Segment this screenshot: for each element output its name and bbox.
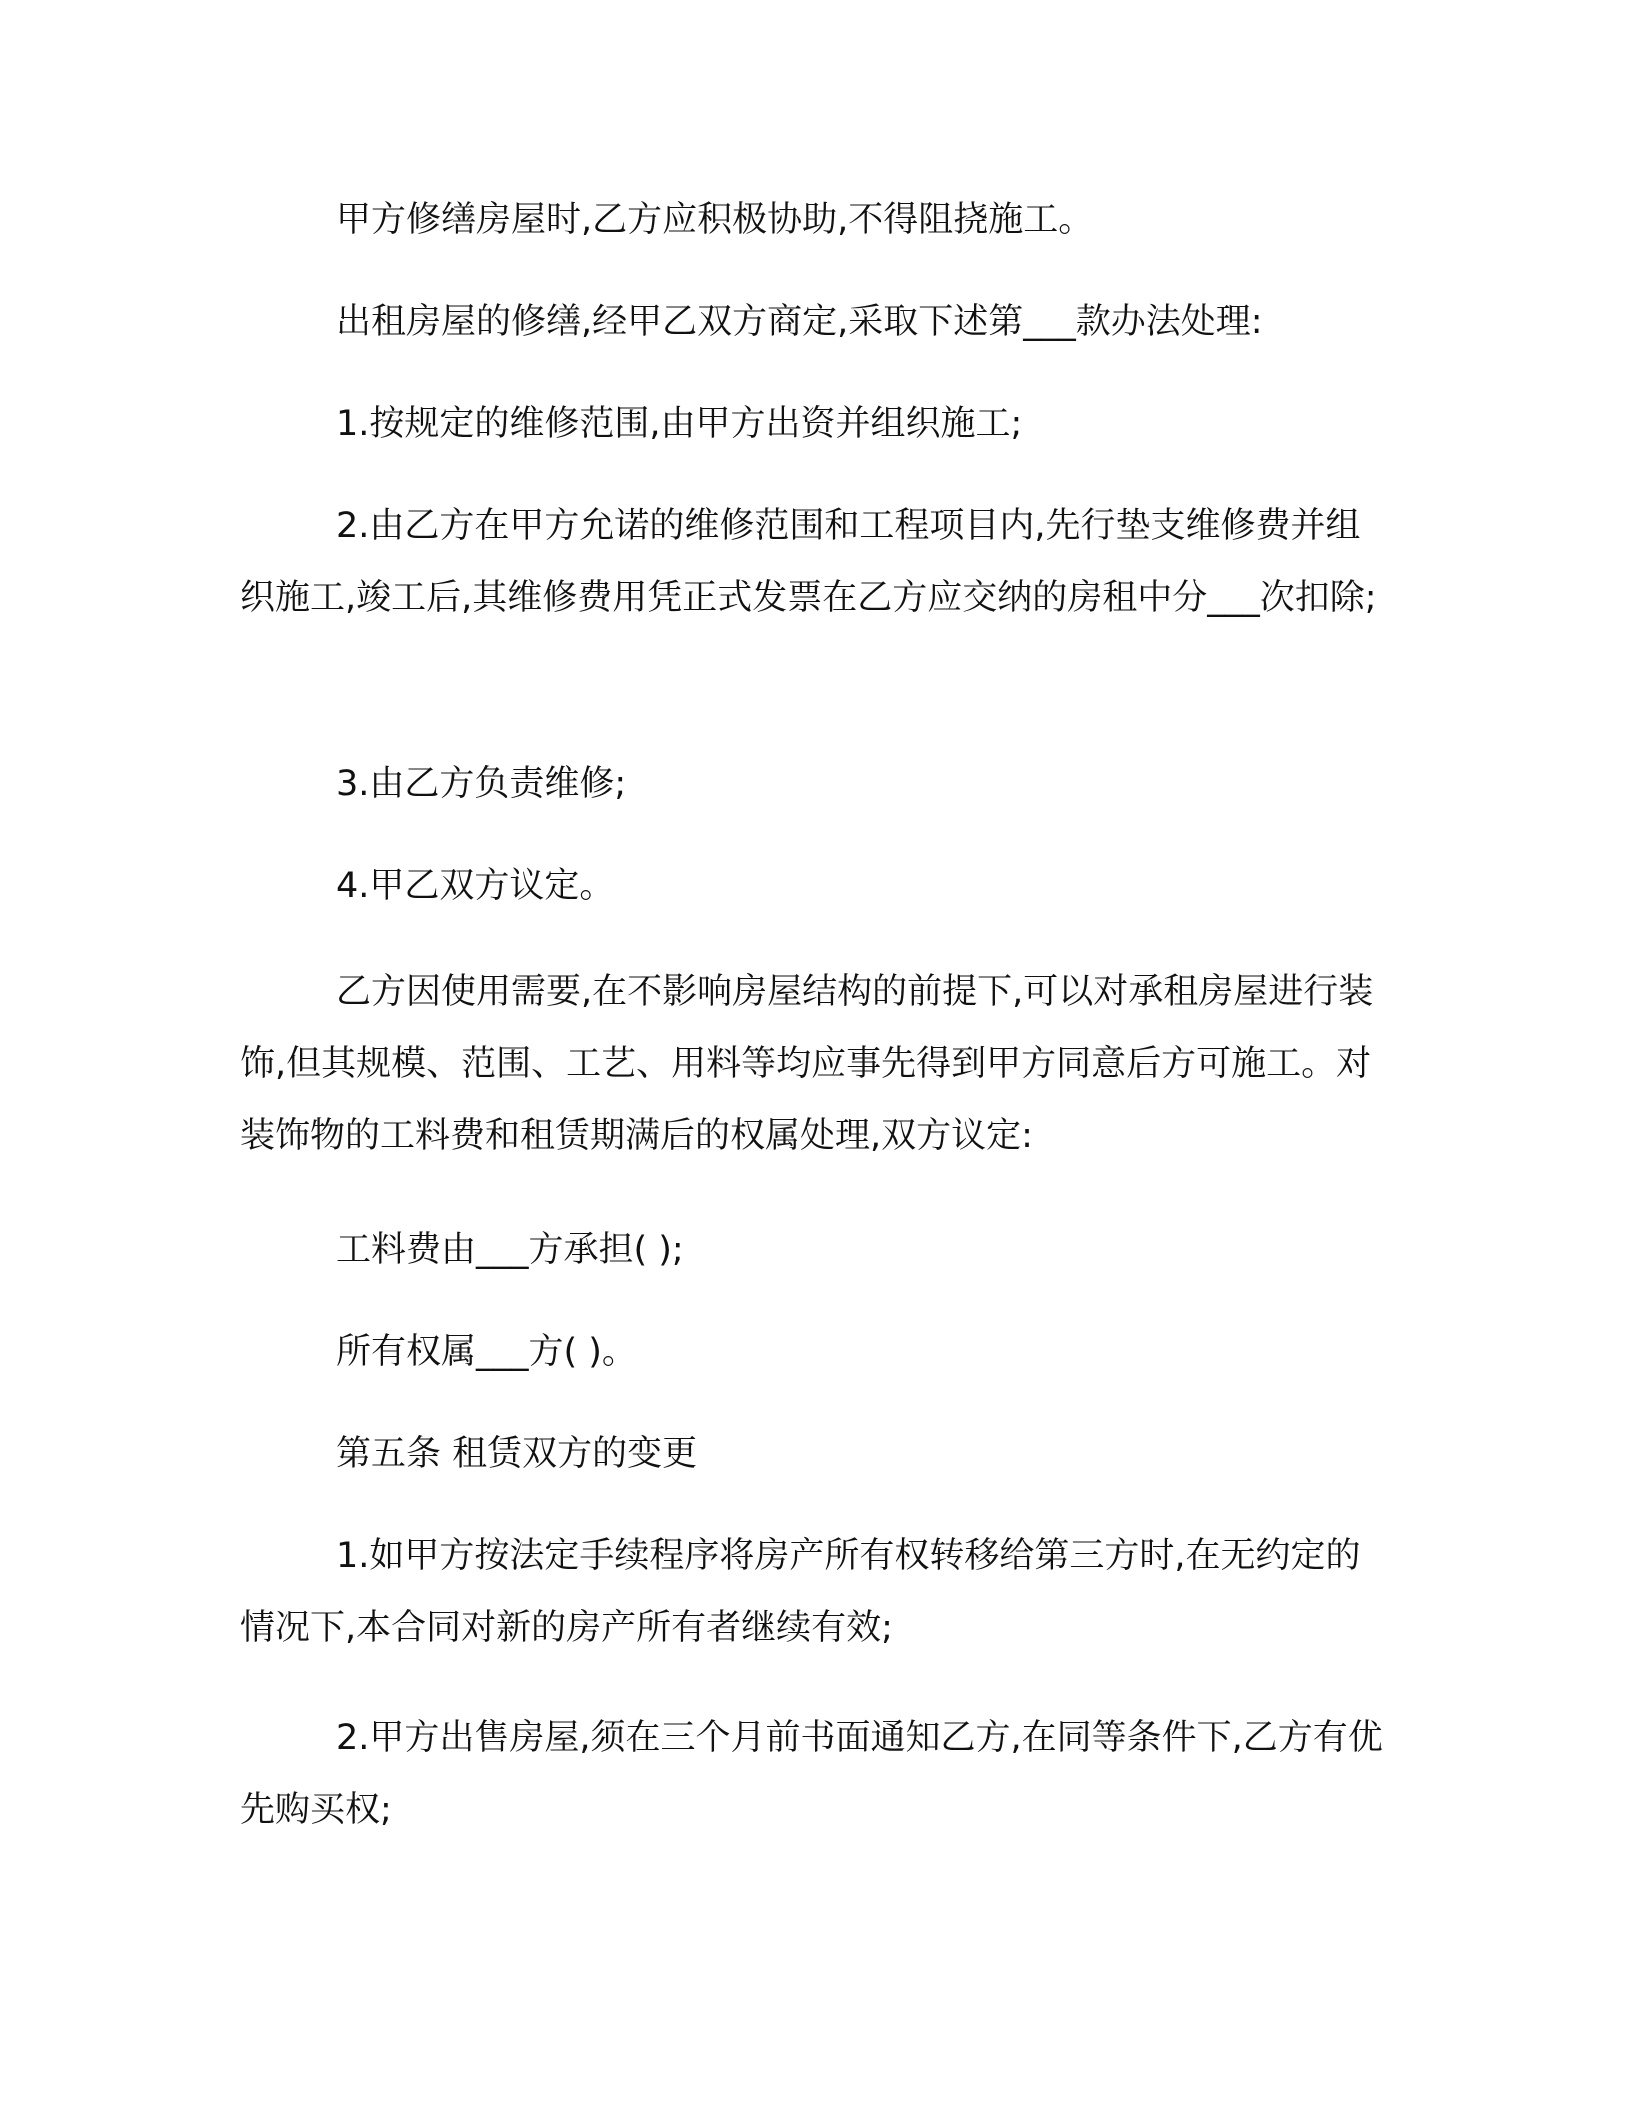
paragraph-ownership: 所有权属___方( )。 bbox=[336, 1332, 637, 1372]
list-item-option-4: 4.甲乙双方议定。 bbox=[336, 866, 615, 906]
section-heading-article-5: 第五条 租赁双方的变更 bbox=[336, 1434, 698, 1474]
list-item-change-1: 1.如甲方按法定手续程序将房产所有权转移给第三方时,在无约定的情况下,本合同对新的房产所有者继续有效; bbox=[240, 1536, 1361, 1648]
list-item-option-1: 1.按规定的维修范围,由甲方出资并组织施工; bbox=[336, 404, 1023, 444]
list-item-change-2: 2.甲方出售房屋,须在三个月前书面通知乙方,在同等条件下,乙方有优先购买权; bbox=[240, 1718, 1383, 1830]
list-item-option-3: 3.由乙方负责维修; bbox=[336, 764, 627, 804]
paragraph-repair-cooperation: 甲方修缮房屋时,乙方应积极协助,不得阻挠施工。 bbox=[336, 200, 1094, 240]
list-item-option-2: 2.由乙方在甲方允诺的维修范围和工程项目内,先行垫支维修费并组织施工,竣工后,其维修费用凭正式发票在乙方应交纳的房租中分___次扣除; bbox=[240, 506, 1377, 618]
paragraph-repair-method: 出租房屋的修缮,经甲乙双方商定,采取下述第___款办法处理: bbox=[336, 302, 1263, 342]
paragraph-decoration: 乙方因使用需要,在不影响房屋结构的前提下,可以对承租房屋进行装饰,但其规模、范围、工艺、用料等均应事先得到甲方同意后方可施工。对装饰物的工料费和租赁期满后的权属处理,双方议定: bbox=[240, 972, 1374, 1156]
paragraph-material-cost: 工料费由___方承担( ); bbox=[336, 1230, 684, 1270]
document-page bbox=[240, 0, 1390, 2112]
